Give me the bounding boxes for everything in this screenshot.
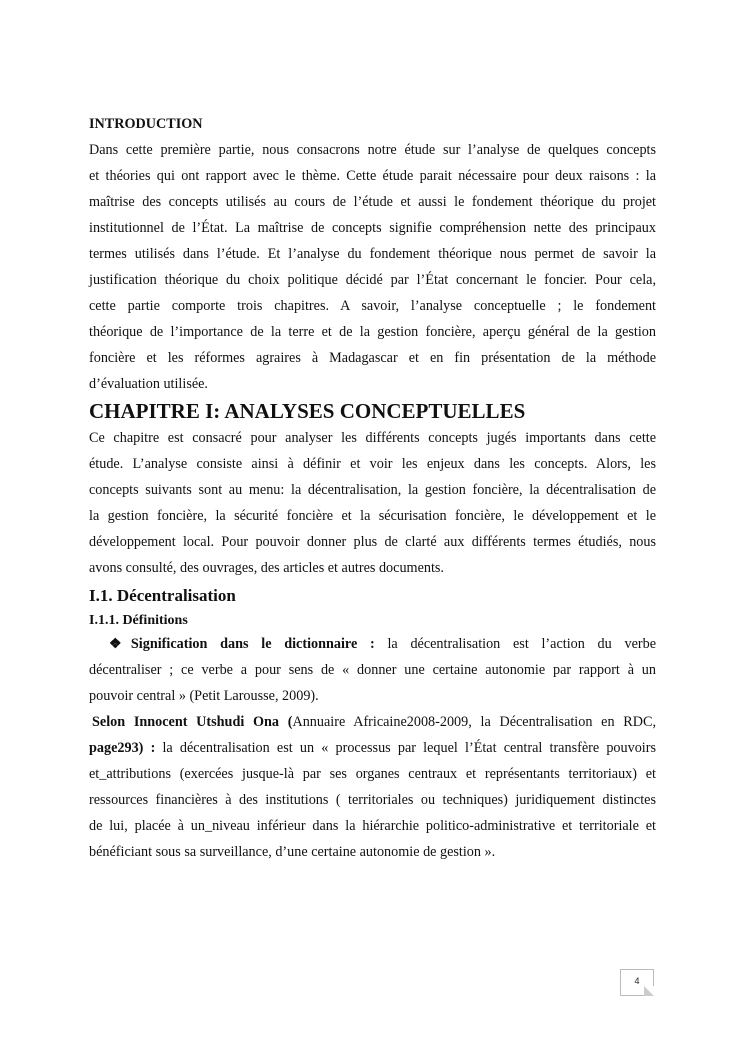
text-line: bénéficiant sous sa surveillance, d’une certaine autonomie de gestion ». — [89, 844, 496, 860]
text-line: développement local. Pour pouvoir donner plus de clarté aux différents termes étudiés, nous — [89, 534, 656, 550]
text-line — [89, 709, 656, 735]
introduction-paragraph — [89, 137, 656, 397]
author-label: Selon Innocent Utshudi Ona ( — [92, 714, 293, 730]
text-line: institutionnel de l’État. La maîtrise de concepts signifie compréhension nette des principaux — [89, 220, 656, 236]
dictionary-label: Signification dans le dictionnaire : — [130, 636, 375, 652]
citation-page: page293) : — [89, 740, 156, 756]
text-line: pouvoir central » (Petit Larousse, 2009). — [89, 688, 319, 704]
text-line: et_attributions (exercées jusque-là par ses organes centraux et représentants territoriaux) et — [89, 766, 656, 782]
text-line: justification théorique du choix politique décidé par l’État concernant le foncier. Pour cela, — [89, 272, 656, 288]
text-line: la gestion foncière, la sécurité foncière et la sécurisation foncière, le développement et le — [89, 508, 656, 524]
text-line: décentraliser ; ce verbe a pour sens de « donner une certaine autonomie par rapport à un — [89, 662, 656, 678]
chapter-paragraph — [89, 425, 656, 581]
text-line — [89, 631, 656, 657]
citation-source: Annuaire Africaine2008-2009, la Décentralisation en RDC, — [292, 714, 656, 730]
author-definition — [89, 709, 656, 865]
text-line: Ce chapitre est consacré pour analyser les différents concepts jugés importants dans cette — [89, 430, 656, 446]
text-line: Dans cette première partie, nous consacrons notre étude sur l’analyse de quelques concepts — [89, 142, 656, 158]
text-line: théorique de l’importance de la terre et de la gestion foncière, aperçu général de la gestion — [89, 324, 656, 340]
text-line: ressources financières à des institutions ( territoriales ou techniques) juridiquement distinctes — [89, 792, 656, 808]
text-line: de lui, placée à un_niveau inférieur dans la hiérarchie politico-administrative et territoriale et — [89, 818, 656, 834]
text-line: d’évaluation utilisée. — [89, 376, 208, 392]
text-line — [89, 735, 656, 761]
dictionary-definition — [89, 631, 656, 709]
text-line: termes utilisés dans l’étude. Et l’analyse du fondement théorique nous permet de savoir la — [89, 246, 656, 262]
page-curl-icon — [644, 986, 654, 996]
subsection-heading: I.1.1. Définitions — [89, 613, 188, 628]
bullet-diamond-icon: ❖ — [109, 636, 131, 652]
introduction-heading: INTRODUCTION — [89, 116, 203, 132]
text-line: concepts suivants sont au menu: la décentralisation, la gestion foncière, la décentralisation de — [89, 482, 656, 498]
text-line: maîtrise des concepts utilisés au cours de l’étude et aussi le fondement théorique du projet — [89, 194, 656, 210]
text-segment: la décentralisation est un « processus par lequel l’État central transfère pouvoirs — [155, 740, 656, 756]
text-line: étude. L’analyse consiste ainsi à définir et voir les enjeux dans les concepts. Alors, les — [89, 456, 656, 472]
text-line: cette partie comporte trois chapitres. A savoir, l’analyse conceptuelle ; le fondement — [89, 298, 656, 314]
section-heading: I.1. Décentralisation — [89, 586, 236, 605]
text-line: et théories qui ont rapport avec le thème. Cette étude parait nécessaire pour deux raisons : la — [89, 168, 656, 184]
text-line: foncière et les réformes agraires à Madagascar et en fin présentation de la méthode — [89, 350, 656, 366]
page-number: 4 — [634, 976, 640, 986]
text-line: avons consulté, des ouvrages, des articles et autres documents. — [89, 560, 444, 576]
page-number-box — [620, 969, 654, 996]
chapter-heading: CHAPITRE I: ANALYSES CONCEPTUELLES — [89, 399, 526, 423]
text-segment: la décentralisation est l’action du verbe — [374, 636, 656, 652]
document-page — [89, 111, 656, 865]
